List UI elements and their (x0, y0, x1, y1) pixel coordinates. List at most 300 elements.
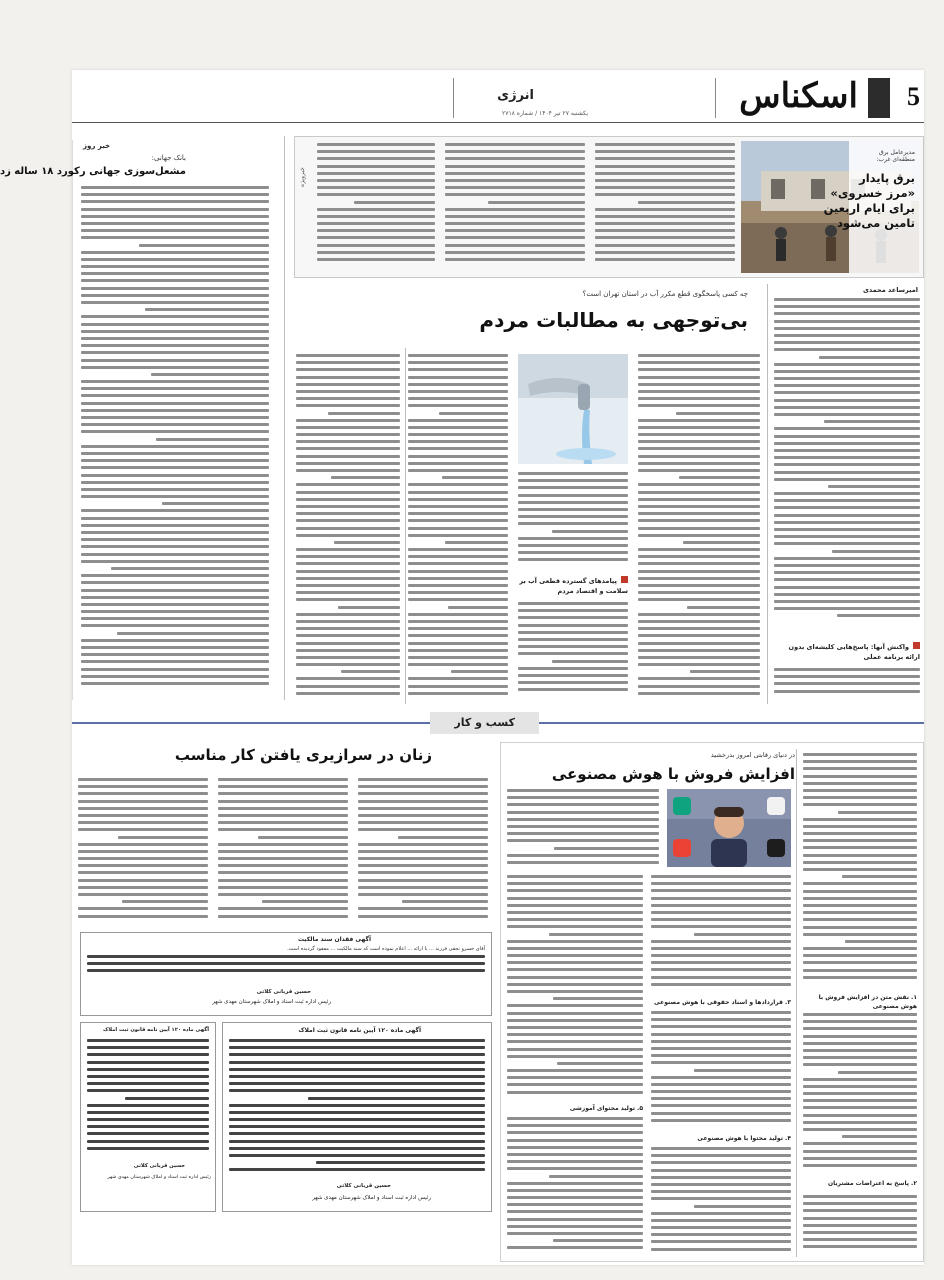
text-line (803, 796, 917, 799)
text-line (81, 466, 269, 469)
text-line (408, 354, 508, 357)
text-line (683, 541, 760, 544)
text-line (842, 1135, 917, 1138)
text-line (774, 478, 920, 481)
text-line (638, 491, 760, 494)
women-story-title: زنان در سرازیری یافتن کار مناسب (174, 746, 432, 764)
text-line (81, 258, 269, 261)
text-line (803, 1106, 917, 1109)
ai-story-subhead-4: ۱. نقش متن در افزایش فروش با هوش مصنوعی (818, 994, 917, 1010)
lead-story-body-col3 (317, 143, 435, 271)
text-line (408, 447, 508, 450)
text-line (651, 940, 791, 943)
text-line (507, 803, 659, 806)
text-line (803, 1157, 917, 1160)
text-line (218, 879, 348, 882)
feature-col1 (774, 298, 920, 628)
text-line (218, 907, 348, 910)
text-line (229, 1140, 485, 1143)
text-line (595, 258, 735, 261)
text-line (218, 857, 348, 860)
text-line (638, 426, 760, 429)
text-line (518, 631, 628, 634)
text-line (317, 143, 435, 146)
text-line (296, 397, 400, 400)
lead-story-side-tag: خبرویژه (299, 167, 306, 187)
text-line (341, 670, 400, 673)
text-line (448, 606, 508, 609)
text-line (518, 624, 628, 627)
text-line (81, 337, 269, 340)
text-line (803, 918, 917, 921)
text-line (803, 818, 917, 821)
text-line (296, 376, 400, 379)
text-line (78, 792, 208, 795)
text-line (638, 455, 760, 458)
text-line (78, 907, 208, 910)
text-line (81, 430, 269, 433)
text-line (229, 1147, 485, 1150)
text-line (507, 861, 659, 864)
text-line (651, 904, 791, 907)
text-line (81, 416, 269, 419)
text-line (408, 534, 508, 537)
text-line (507, 1146, 643, 1149)
text-line (87, 1104, 209, 1107)
text-line (81, 545, 269, 548)
text-line (334, 541, 400, 544)
text-line (296, 462, 400, 465)
page-number: 5 (907, 82, 920, 111)
text-line (81, 452, 269, 455)
text-line (638, 462, 760, 465)
text-line (651, 1033, 791, 1036)
text-line (296, 426, 400, 429)
text-line (87, 1111, 209, 1114)
women-story (72, 742, 492, 928)
text-line (638, 512, 760, 515)
text-line (803, 933, 917, 936)
text-line (824, 420, 920, 423)
ai-story-col2-end (651, 1147, 791, 1257)
text-line (445, 244, 585, 247)
text-line (398, 836, 488, 839)
text-line (408, 527, 508, 530)
text-line (445, 251, 585, 254)
text-line (229, 1089, 485, 1092)
text-line (803, 1042, 917, 1045)
text-line (358, 807, 488, 810)
text-line (507, 1210, 643, 1213)
text-line (408, 685, 508, 688)
text-line (162, 502, 269, 505)
ai-story-col3-cont (507, 1117, 643, 1257)
text-line (803, 767, 917, 770)
text-line (651, 1104, 791, 1107)
text-line (81, 509, 269, 512)
ai-story-col1 (803, 753, 917, 989)
text-line (651, 1248, 791, 1251)
text-line (81, 215, 269, 218)
text-line (651, 911, 791, 914)
text-line (507, 789, 659, 792)
text-line (317, 251, 435, 254)
text-line (218, 864, 348, 867)
text-line (638, 620, 760, 623)
ai-story-subhead-2: ۴. تولید محتوا با هوش مصنوعی (697, 1135, 791, 1142)
text-line (78, 778, 208, 781)
text-line (296, 570, 400, 573)
text-line (358, 915, 488, 918)
text-line (317, 258, 435, 261)
text-line (358, 857, 488, 860)
text-line (218, 850, 348, 853)
ai-story-subhead-5: ۲. پاسخ به اعتراضات مشتریان (827, 1180, 917, 1187)
ai-story-col2 (651, 875, 791, 995)
text-line (328, 412, 400, 415)
text-line (296, 455, 400, 458)
text-line (81, 323, 269, 326)
text-line (229, 1168, 485, 1171)
text-line (651, 1233, 791, 1236)
ai-story-subhead-1: ۳. قراردادها و اسناد حقوقی با هوش مصنوعی (654, 999, 791, 1006)
text-line (507, 1182, 643, 1185)
text-line (507, 1203, 643, 1206)
text-line (296, 663, 400, 666)
text-line (122, 900, 208, 903)
text-line (81, 610, 269, 613)
text-line (451, 670, 508, 673)
text-line (803, 1013, 917, 1016)
text-line (774, 363, 920, 366)
text-line (408, 505, 508, 508)
logo-badge (868, 78, 890, 118)
text-line (218, 886, 348, 889)
text-line (81, 359, 269, 362)
text-line (408, 649, 508, 652)
text-line (408, 613, 508, 616)
notice-2-org: رئیس اداره ثبت اسناد و املاک شهرستان مهدی شهر (312, 1195, 431, 1201)
text-line (638, 570, 760, 573)
text-line (408, 663, 508, 666)
text-line (296, 505, 400, 508)
text-line (488, 201, 585, 204)
text-line (803, 1128, 917, 1131)
women-story-col1 (358, 778, 488, 926)
text-line (296, 390, 400, 393)
text-line (518, 515, 628, 518)
text-line (81, 380, 269, 383)
text-line (408, 455, 508, 458)
text-line (651, 1190, 791, 1193)
text-line (87, 1082, 209, 1085)
text-line (87, 969, 485, 972)
text-line (408, 483, 508, 486)
text-line (638, 627, 760, 630)
text-line (651, 1161, 791, 1164)
text-line (218, 871, 348, 874)
text-line (358, 879, 488, 882)
text-line (358, 886, 488, 889)
text-line (507, 897, 643, 900)
text-line (774, 578, 920, 581)
text-line (358, 871, 488, 874)
text-line (803, 868, 917, 871)
text-line (595, 165, 735, 168)
feature-photo-faucet (518, 354, 628, 464)
text-line (638, 663, 760, 666)
text-line (81, 423, 269, 426)
text-line (507, 1055, 643, 1058)
text-line (518, 479, 628, 482)
text-line (651, 1083, 791, 1086)
text-line (842, 875, 917, 878)
text-line (507, 1189, 643, 1192)
text-line (81, 624, 269, 627)
text-line (81, 222, 269, 225)
text-line (408, 462, 508, 465)
text-line (651, 1047, 791, 1050)
text-line (774, 298, 920, 301)
text-line (78, 879, 208, 882)
text-line (638, 649, 760, 652)
text-line (507, 911, 643, 914)
text-line (229, 1118, 485, 1121)
text-line (445, 258, 585, 261)
text-line (694, 933, 791, 936)
text-line (694, 1205, 791, 1208)
text-line (408, 656, 508, 659)
text-line (651, 1112, 791, 1115)
text-line (651, 954, 791, 957)
text-line (408, 584, 508, 587)
text-line (838, 1071, 917, 1074)
text-line (507, 1153, 643, 1156)
text-line (651, 889, 791, 892)
text-line (81, 208, 269, 211)
text-line (518, 551, 628, 554)
notice-1-sign: حسین قربانی کلاتی (256, 989, 311, 995)
text-line (651, 1219, 791, 1222)
text-line (358, 850, 488, 853)
text-line (638, 527, 760, 530)
text-line (87, 1089, 209, 1092)
text-line (229, 1061, 485, 1064)
text-line (638, 562, 760, 565)
text-line (445, 186, 585, 189)
text-line (81, 265, 269, 268)
text-line (296, 584, 400, 587)
text-line (774, 535, 920, 538)
text-line (296, 383, 400, 386)
text-line (139, 244, 269, 247)
text-line (87, 1132, 209, 1135)
text-line (296, 562, 400, 565)
text-line (557, 1062, 643, 1065)
text-line (317, 157, 435, 160)
lead-story-kicker: مدیرعامل برق منطقه‌ای غرب: (876, 149, 915, 163)
text-line (774, 427, 920, 430)
lead-story-title: برق پایدار «مرز خسروی» برای ایام اربعین تامین می‌شود (823, 171, 915, 230)
text-line (518, 501, 628, 504)
sidebar-column (0, 140, 280, 700)
text-line (774, 399, 920, 402)
text-line (651, 968, 791, 971)
text-line (358, 785, 488, 788)
text-line (296, 677, 400, 680)
text-line (358, 814, 488, 817)
newspaper-page (0, 70, 924, 1265)
text-line (445, 157, 585, 160)
text-line (651, 1169, 791, 1172)
text-line (507, 832, 659, 835)
text-line (354, 201, 435, 204)
text-line (774, 456, 920, 459)
sidebar-kicker: بانک جهانی: (151, 154, 186, 162)
text-line (78, 843, 208, 846)
text-line (507, 1117, 643, 1120)
text-line (507, 1167, 643, 1170)
text-line (651, 947, 791, 950)
sidebar-title: مشعل‌سوزی جهانی رکورد ۱۸ ساله زد (0, 166, 186, 177)
text-line (774, 471, 920, 474)
text-line (638, 685, 760, 688)
text-line (507, 825, 659, 828)
feature-byline: امیرساعد محمدی (862, 286, 918, 294)
text-line (408, 577, 508, 580)
text-line (638, 354, 760, 357)
ai-story-subhead-3: ۵. تولید محتوای آموزشی (569, 1105, 643, 1112)
text-line (694, 1069, 791, 1072)
text-line (774, 528, 920, 531)
text-line (229, 1068, 485, 1071)
text-line (638, 440, 760, 443)
text-line (507, 1160, 643, 1163)
text-line (507, 1091, 643, 1094)
text-line (117, 632, 269, 635)
text-line (442, 476, 508, 479)
notice-3-body (87, 1039, 209, 1157)
text-line (803, 969, 917, 972)
text-line (803, 789, 917, 792)
text-line (803, 1027, 917, 1030)
text-line (87, 1075, 209, 1078)
text-line (774, 675, 920, 678)
text-line (638, 692, 760, 695)
text-line (774, 682, 920, 685)
text-line (296, 491, 400, 494)
text-line (552, 660, 628, 663)
text-line (507, 940, 643, 943)
text-line (638, 469, 760, 472)
text-line (518, 558, 628, 561)
text-line (774, 413, 920, 416)
text-line (651, 1212, 791, 1215)
text-line (552, 530, 628, 533)
text-line (549, 933, 643, 936)
text-line (774, 593, 920, 596)
text-line (81, 272, 269, 275)
text-line (87, 1061, 209, 1064)
text-line (774, 690, 920, 693)
text-line (296, 634, 400, 637)
text-line (218, 843, 348, 846)
text-line (803, 1056, 917, 1059)
text-line (408, 376, 508, 379)
text-line (81, 531, 269, 534)
text-line (111, 567, 269, 570)
text-line (803, 1142, 917, 1145)
text-line (358, 843, 488, 846)
text-line (803, 1245, 917, 1248)
text-line (408, 620, 508, 623)
text-line (638, 555, 760, 558)
text-line (518, 486, 628, 489)
text-line (518, 616, 628, 619)
text-line (229, 1039, 485, 1042)
text-line (258, 836, 348, 839)
text-line (229, 1082, 485, 1085)
notice-1-text: آقای خسرو نجفی فرزند ... با ارائه ... اعلام نموده است که سند مالکیت ... مفقود گردیده است. (287, 946, 485, 952)
text-line (317, 229, 435, 232)
text-line (638, 498, 760, 501)
text-line (402, 900, 488, 903)
text-line (803, 1238, 917, 1241)
text-line (408, 692, 508, 695)
text-line (125, 1097, 209, 1100)
text-line (408, 562, 508, 565)
masthead (72, 70, 924, 122)
text-line (803, 825, 917, 828)
text-line (229, 1111, 485, 1114)
text-line (507, 1048, 643, 1051)
text-line (803, 1121, 917, 1124)
text-line (408, 383, 508, 386)
notice-2 (222, 1022, 492, 1212)
text-line (317, 215, 435, 218)
text-line (145, 308, 269, 311)
text-line (78, 864, 208, 867)
text-line (87, 962, 485, 965)
text-line (296, 498, 400, 501)
text-line (651, 1147, 791, 1150)
text-line (358, 792, 488, 795)
text-line (651, 961, 791, 964)
text-line (316, 1161, 485, 1164)
text-line (774, 406, 920, 409)
text-line (679, 476, 760, 479)
feature-subhead-2: پیامدهای گسترده قطعی آب بر سلامت و اقتصاد مردم (519, 577, 628, 595)
text-line (803, 911, 917, 914)
text-line (81, 517, 269, 520)
text-line (81, 294, 269, 297)
text-line (638, 447, 760, 450)
text-line (78, 800, 208, 803)
text-line (638, 390, 760, 393)
text-line (78, 814, 208, 817)
text-line (81, 445, 269, 448)
text-line (81, 315, 269, 318)
text-line (518, 472, 628, 475)
text-line (518, 638, 628, 641)
text-line (151, 373, 269, 376)
text-line (838, 811, 917, 814)
text-line (78, 915, 208, 918)
text-line (651, 976, 791, 979)
text-line (819, 356, 920, 359)
text-line (676, 412, 760, 415)
text-line (828, 485, 920, 488)
